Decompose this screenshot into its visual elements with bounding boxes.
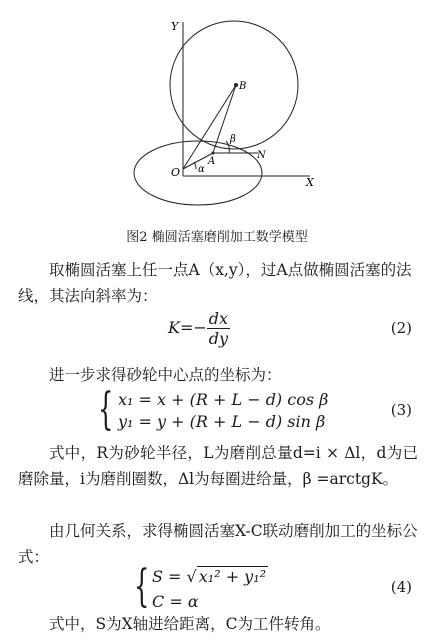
eq4-s-line (152, 567, 268, 586)
label-beta: β (230, 134, 236, 145)
paragraph-wheel-center: 进一步求得砂轮中心点的坐标为： (49, 366, 282, 384)
label-n: N (257, 150, 266, 161)
sqrt-sign: √ (186, 567, 197, 586)
eq2-fraction (207, 309, 230, 348)
eq3-brace: { (98, 384, 114, 435)
equation-3-number: (3) (390, 401, 412, 419)
eq3-line2: y₁ = y + (R + L − d) sin β (118, 412, 326, 431)
equation-4-number: (4) (390, 578, 412, 596)
eq2-denominator: dy (208, 329, 229, 348)
paragraph-s-c-definitions: 式中，S为X轴进给距离，C为工件转角。 (49, 615, 331, 633)
eq4-s-lhs: S = (152, 567, 187, 586)
equation-2 (168, 309, 230, 348)
eq4-brace: { (134, 561, 150, 612)
point-a-dot (212, 152, 215, 155)
label-y: Y (171, 20, 179, 33)
paragraph-variable-definitions: 式中，R为砂轮半径，L为磨削总量d=i × Δl，d为已磨除量，i为磨削圈数，Δl为每圈进给量，β =arctgK。 (18, 444, 418, 488)
eq2-lhs: K=− (168, 318, 207, 337)
eq4-radicand: x₁² + y₁² (198, 567, 267, 586)
beta-arc (226, 141, 229, 153)
eq3-line1: x₁ = x + (R + L − d) cos β (118, 390, 329, 409)
label-x: X (306, 176, 314, 189)
point-b-dot (234, 83, 238, 87)
alpha-arc (194, 162, 196, 169)
label-alpha: α (198, 164, 205, 175)
paragraph-normal-slope: 取椭圆活塞上任一点A（x,y），过A点做椭圆活塞的法线，其法向斜率为： (18, 261, 412, 305)
eq4-c-line: C = α (152, 592, 199, 611)
eq2-numerator: dx (207, 309, 230, 329)
ellipse-piston-grinding-diagram (0, 0, 434, 210)
label-b: B (239, 81, 247, 92)
equation-2-number: (2) (390, 319, 412, 337)
paragraph-coordinate-formula: 由几何关系，求得椭圆活塞X-C联动磨削加工的坐标公式： (18, 522, 418, 566)
label-a: A (208, 156, 216, 167)
label-o: O (171, 166, 181, 179)
figure-caption: 图2 椭圆活塞磨削加工数学模型 (126, 230, 308, 245)
